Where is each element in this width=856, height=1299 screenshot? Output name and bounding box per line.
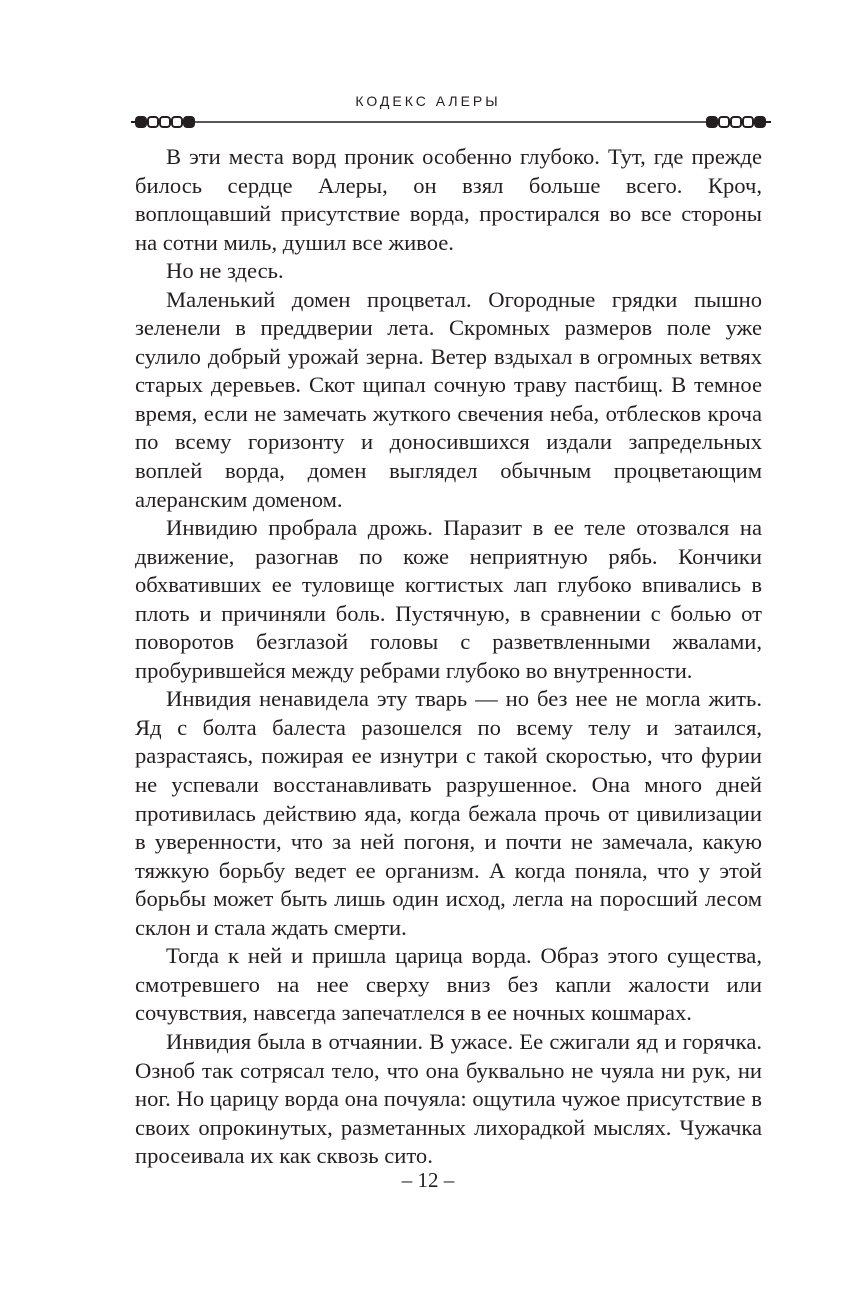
running-head-title: КОДЕКС АЛЕРЫ bbox=[355, 93, 501, 109]
ornament-rule bbox=[131, 112, 771, 132]
paragraph: В эти места ворд проник особенно глубоко. Тут, где прежде билось сердце Алеры, он взял больше всего. Кроч, воплощавший присутствие ворда, простирался во все стороны на сотни миль, душил все живое. bbox=[135, 144, 762, 255]
paragraph: Инвидию пробрала дрожь. Паразит в ее теле отозвался на движение, разогнав по коже неприятную рябь. Кончики обхвативших ее туловище когтистых лап глубоко впивались в плоть и причиняли боль. Пустячную, в сравнении с болью от поворотов безглазой головы с разветвленными жвалами, пробурившейся между ребрами глубоко во внутренности. bbox=[135, 515, 762, 683]
paragraph: Но не здесь. bbox=[166, 258, 284, 284]
paragraph: Маленький домен процветал. Огородные грядки пышно зеленели в преддверии лета. Скромных размеров поле уже сулило добрый урожай зерна. Ветер вздыхал в огромных ветвях старых деревьев. Скот щипал сочную траву пастбищ. В темное время, если не замечать жуткого свечения неба, отблесков кроча по всему горизонту и доносившихся издали запредельных воплей ворда, домен выглядел обычным процветающим алеранским доменом. bbox=[135, 286, 762, 512]
paragraph: Инвидия была в отчаянии. В ужасе. Ее сжигали яд и горячка. Озноб так сотрясал тело, что она буквально не чуяла ни рук, ни ног. Но царицу ворда она почуяла: ощутила чужое присутствие в своих опрокинутых, разметанных лихорадкой мыслях. Чужачка просеивала их как сквозь сито. bbox=[135, 1028, 762, 1169]
left-chain-ornament bbox=[131, 117, 194, 127]
body-text bbox=[135, 143, 762, 1171]
paragraph: Тогда к ней и пришла царица ворда. Образ этого существа, смотревшего на нее сверху вниз без капли жалости или сочувствия, навсегда запечатлелся в ее ночных кошмарах. bbox=[135, 943, 762, 1026]
page-number: – 12 – bbox=[401, 1168, 455, 1192]
paragraph: Инвидия ненавидела эту тварь — но без нее не могла жить. Яд с болта балеста разошелся по всему телу и затаился, разрастаясь, пожирая ее изнутри с такой скоростью, что фурии не успевали восстанавливать разрушенное. Она много дней противилась действию яда, когда бежала прочь от цивилизации в уверенности, что за ней погоня, и почти не замечала, какую тяжкую борьбу ведет ее организм. А когда поняла, что у этой борьбы может быть лишь один исход, легла на поросший лесом склон и стала ждать смерти. bbox=[135, 686, 762, 940]
right-chain-ornament bbox=[707, 117, 771, 127]
